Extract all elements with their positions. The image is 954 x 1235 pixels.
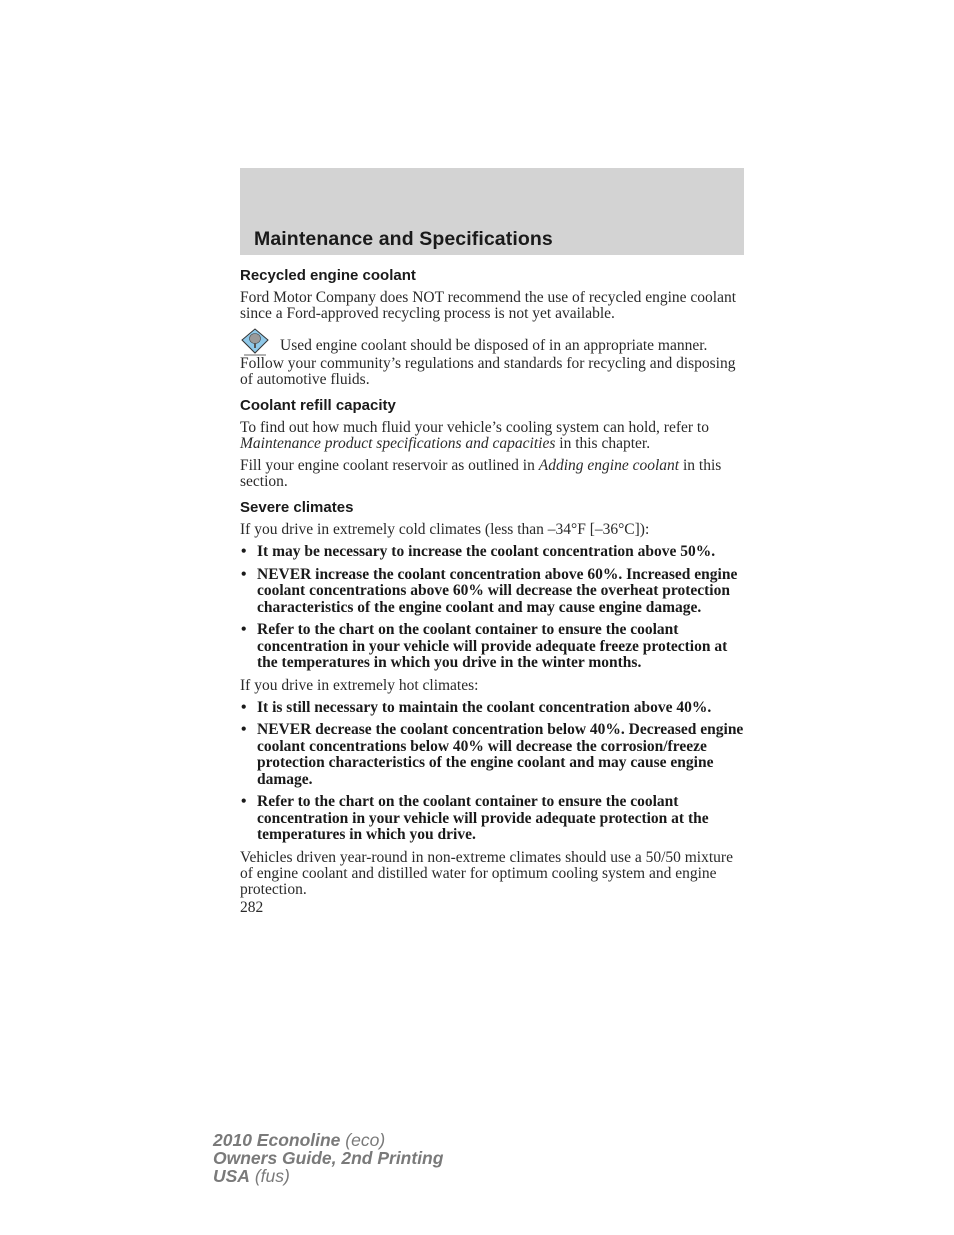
- hot-bullet-list: [240, 700, 744, 844]
- bullet-icon: •: [241, 793, 247, 810]
- heading-recycled-coolant: Recycled engine coolant: [240, 267, 416, 284]
- bullet-text: NEVER increase the coolant concentration above 60%. Increased engine coolant concentrations above 60% will decrease the overheat protection characteristics of the engine coolant and may cause engine damage.: [257, 565, 738, 616]
- paragraph-recycled-1: Ford Motor Company does NOT recommend the use of recycled engine coolant since a Ford-approved recycling process is not yet available.: [240, 289, 737, 322]
- bullet-text: NEVER decrease the coolant concentration below 40%. Decreased engine coolant concentrations below 40% will decrease the corrosion/freeze protection characteristics of the engine coolant and may cause engine damage.: [257, 721, 744, 788]
- environment-note: [240, 328, 744, 388]
- list-item: [240, 794, 744, 844]
- footer-model-code: (eco): [340, 1130, 386, 1150]
- bullet-icon: •: [241, 698, 247, 716]
- bullet-icon: •: [241, 565, 247, 583]
- capacity-xref-specs: Maintenance product specifications and capacities: [240, 435, 556, 452]
- bullet-icon: •: [241, 543, 247, 560]
- footer-line-guide: Owners Guide, 2nd Printing: [213, 1148, 444, 1168]
- capacity-xref-adding: Adding engine coolant: [538, 457, 680, 474]
- footer-line-model: [213, 1131, 443, 1149]
- list-item: [240, 567, 744, 617]
- cold-intro: If you drive in extremely cold climates (less than –34°F [–36°C]):: [240, 521, 650, 538]
- closing-paragraph: Vehicles driven year-round in non-extreme climates should use a 50/50 mixture of engine coolant and distilled water for optimum cooling system and engine protection.: [240, 848, 733, 898]
- bullet-text: It may be necessary to increase the coolant concentration above 50%.: [257, 543, 716, 560]
- document-footer: [213, 1131, 443, 1185]
- cold-bullet-list: [240, 544, 744, 672]
- heading-severe-climates: Severe climates: [240, 499, 354, 516]
- bullet-text: Refer to the chart on the coolant container to ensure the coolant concentration in your vehicle will provide adequate protection at the temperatures in which you drive.: [257, 793, 709, 843]
- bullet-text: It is still necessary to maintain the coolant concentration above 40%.: [257, 698, 712, 716]
- capacity-text-1b: in this chapter.: [555, 435, 651, 452]
- section-title: Maintenance and Specifications: [254, 228, 553, 250]
- environment-note-text: Used engine coolant should be disposed of in an appropriate manner. Follow your community’s regulations and standards for recycling and disposing of automotive fluids.: [240, 337, 736, 388]
- footer-line-region: [213, 1167, 443, 1185]
- section-header-band: [240, 168, 744, 255]
- paragraph-capacity-1: [240, 420, 744, 452]
- tree-icon: [240, 328, 270, 356]
- hot-intro: If you drive in extremely hot climates:: [240, 676, 479, 694]
- bullet-icon: •: [241, 721, 247, 738]
- page-number: 282: [240, 898, 264, 916]
- capacity-text-1a: To find out how much fluid your vehicle’s cooling system can hold, refer to: [240, 419, 709, 436]
- paragraph-capacity-2: [240, 458, 744, 490]
- bullet-text: Refer to the chart on the coolant container to ensure the coolant concentration in your vehicle will provide adequate freeze protection at the temperatures in which you drive in the winter months.: [257, 621, 728, 671]
- footer-model: 2010 Econoline: [213, 1130, 341, 1150]
- capacity-text-2a: Fill your engine coolant reservoir as outlined in: [240, 457, 539, 474]
- list-item: [240, 700, 744, 717]
- heading-refill-capacity: Coolant refill capacity: [240, 397, 396, 414]
- bullet-icon: •: [241, 621, 247, 638]
- capacity-text-2b: in this section.: [240, 457, 722, 490]
- list-item: [240, 544, 744, 561]
- list-item: [240, 622, 744, 672]
- page-content: [240, 266, 744, 916]
- list-item: [240, 722, 744, 788]
- footer-region-code: (fus): [249, 1166, 290, 1186]
- footer-region: USA: [213, 1166, 250, 1186]
